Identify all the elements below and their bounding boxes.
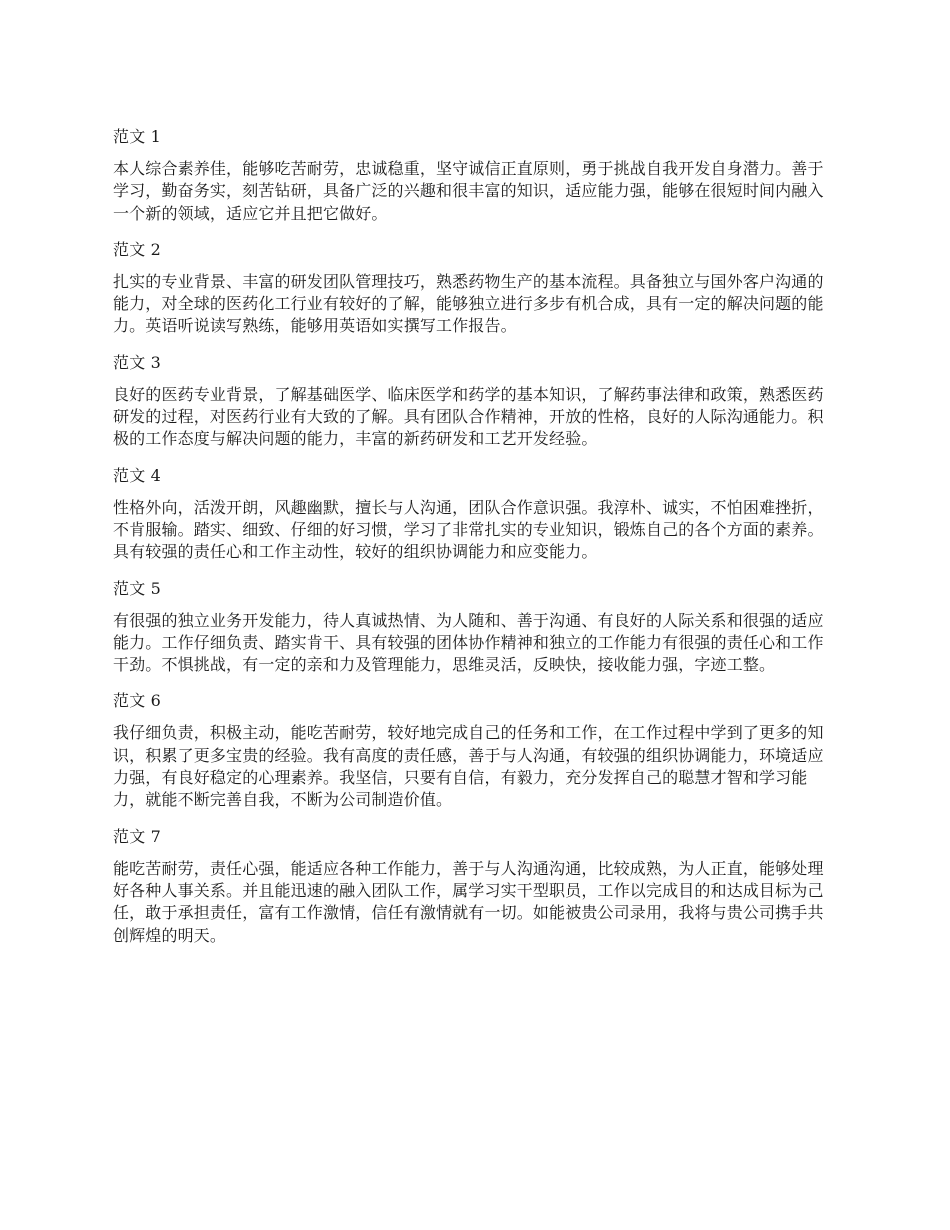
document-page — [113, 125, 838, 960]
section-paragraph: 我仔细负责，积极主动，能吃苦耐劳，较好地完成自己的任务和工作，在工作过程中学到了更多的知识，积累了更多宝贵的经验。我有高度的责任感，善于与人沟通，有较强的组织协调能力，环境适应力强，有良好稳定的心理素养。我坚信，只要有自信，有毅力，充分发挥自己的聪慧才智和学习能力，就能不断完善自我，不断为公司制造价值。 — [113, 723, 824, 810]
section-3 — [113, 351, 838, 451]
section-heading: 范文 5 — [113, 578, 162, 598]
section-heading: 范文 2 — [113, 239, 162, 259]
section-4 — [113, 464, 838, 564]
section-paragraph: 性格外向，活泼开朗，风趣幽默，擅长与人沟通，团队合作意识强。我淳朴、诚实，不怕困难挫折，不肯服输。踏实、细致、仔细的好习惯，学习了非常扎实的专业知识，锻炼自己的各个方面的素养。具有较强的责任心和工作主动性，较好的组织协调能力和应变能力。 — [113, 497, 824, 562]
section-paragraph: 扎实的专业背景、丰富的研发团队管理技巧，熟悉药物生产的基本流程。具备独立与国外客户沟通的能力，对全球的医药化工行业有较好的了解，能够独立进行多步有机合成，具有一定的解决问题的能力。英语听说读写熟练，能够用英语如实撰写工作报告。 — [113, 271, 824, 336]
section-paragraph: 有很强的独立业务开发能力，待人真诚热情、为人随和、善于沟通、有良好的人际关系和很强的适应能力。工作仔细负责、踏实肯干、具有较强的团体协作精神和独立的工作能力有很强的责任心和工作干劲。不惧挑战，有一定的亲和力及管理能力，思维灵活，反映快，接收能力强，字迹工整。 — [113, 610, 824, 675]
section-6 — [113, 689, 838, 811]
section-paragraph: 良好的医药专业背景，了解基础医学、临床医学和药学的基本知识，了解药事法律和政策，熟悉医药研发的过程，对医药行业有大致的了解。具有团队合作精神，开放的性格，良好的人际沟通能力。积极的工作态度与解决问题的能力，丰富的新药研发和工艺开发经验。 — [113, 384, 824, 449]
section-heading: 范文 1 — [113, 127, 162, 146]
section-heading: 范文 7 — [113, 826, 162, 846]
section-5 — [113, 577, 838, 677]
section-heading: 范文 4 — [113, 465, 162, 485]
section-paragraph: 能吃苦耐劳，责任心强，能适应各种工作能力，善于与人沟通沟通，比较成熟，为人正直，能够处理好各种人事关系。并且能迅速的融入团队工作，属学习实干型职员，工作以完成目的和达成目标为己任，敢于承担责任，富有工作激情，信任有激情就有一切。如能被贵公司录用，我将与贵公司携手共创辉煌的明天。 — [113, 858, 824, 945]
section-2 — [113, 238, 838, 338]
section-paragraph: 本人综合素养佳，能够吃苦耐劳，忠诚稳重，坚守诚信正直原则，勇于挑战自我开发自身潜力。善于学习，勤奋务实，刻苦钻研，具备广泛的兴趣和很丰富的知识，适应能力强，能够在很短时间内融入一个新的领域，适应它并且把它做好。 — [113, 159, 824, 223]
section-7 — [113, 825, 838, 947]
section-heading: 范文 6 — [113, 691, 162, 711]
section-1 — [113, 125, 838, 225]
section-heading: 范文 3 — [113, 352, 162, 372]
